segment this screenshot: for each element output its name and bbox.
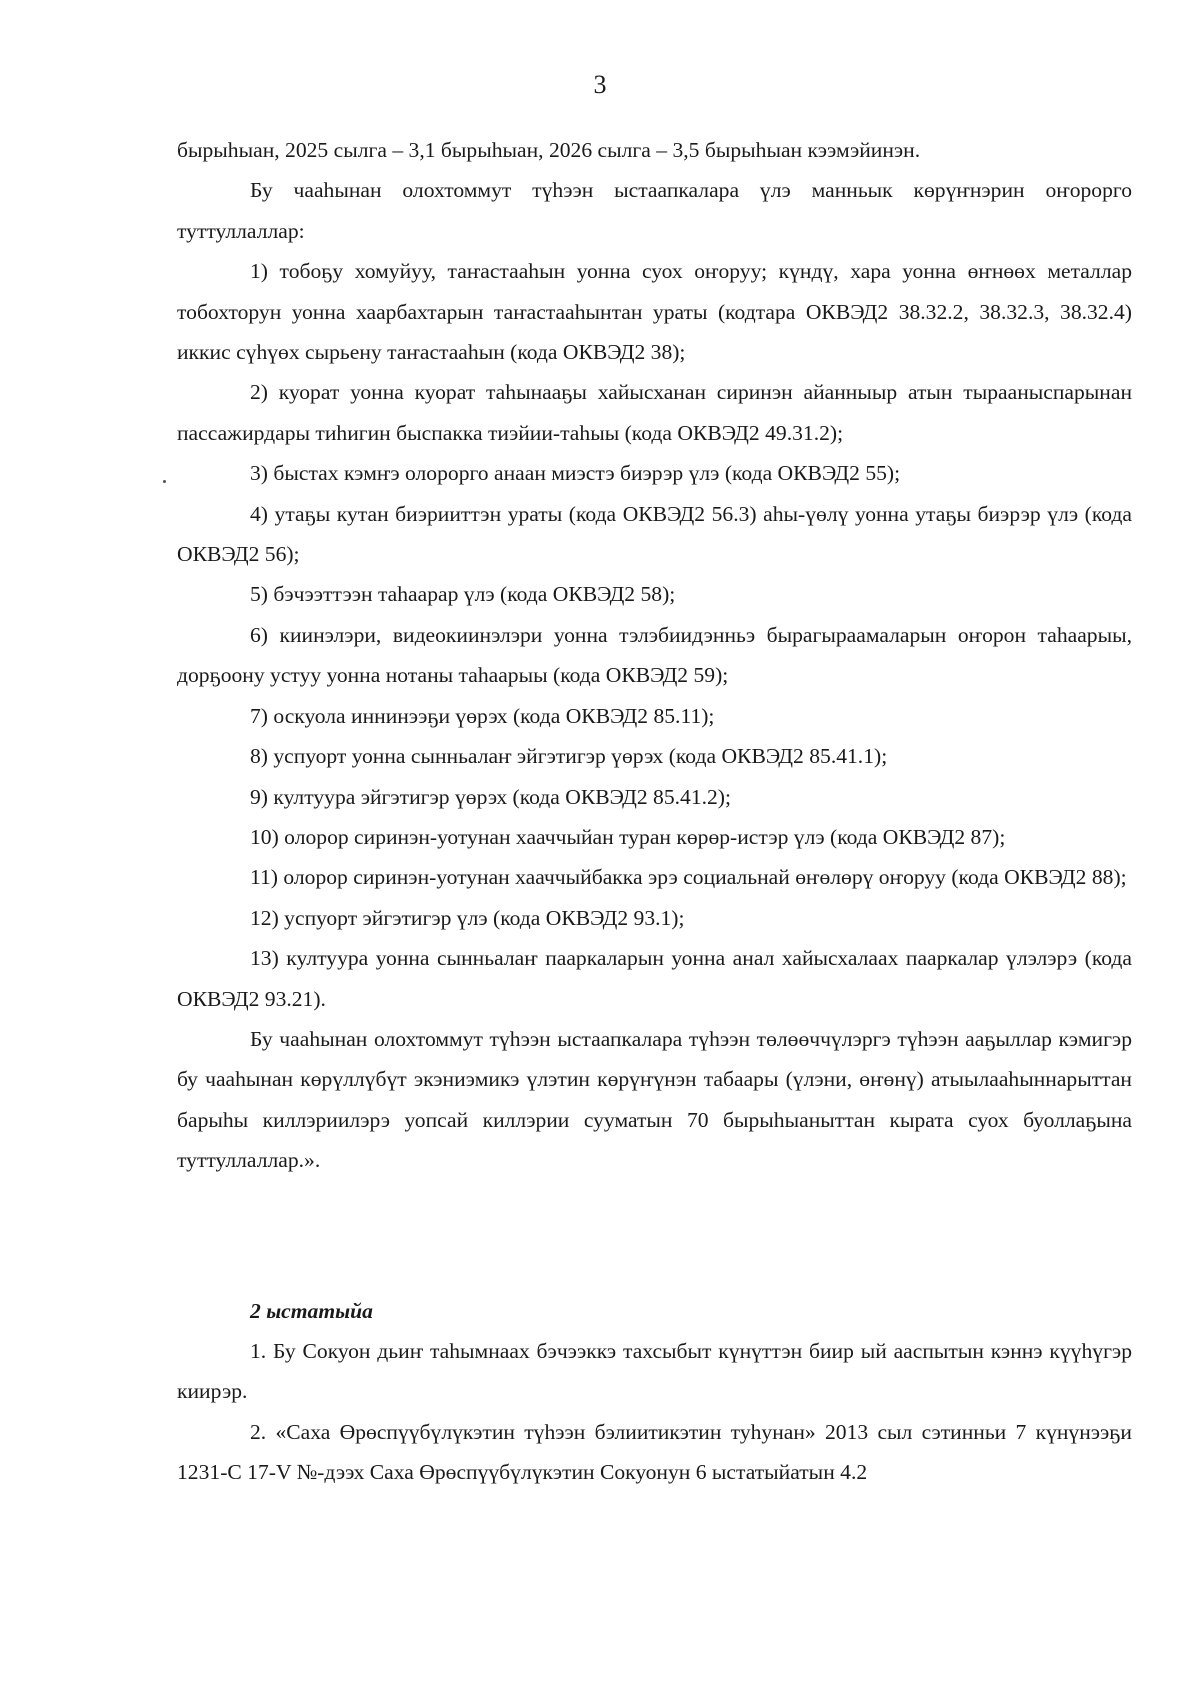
section-gap — [177, 1181, 1132, 1291]
list-item-4: 4) утаҕы кутан биэрииттэн ураты (кода ОКВЭД2 56.3) аһы-үөлү уонна утаҕы биэрэр үлэ (кода ОКВЭД2 56); — [177, 501, 1132, 567]
paragraph-continuation: бырыһыан, 2025 сылга – 3,1 бырыһыан, 2026 сылга – 3,5 бырыһыан кээмэйинэн. — [177, 138, 921, 162]
list-item-2: 2) куорат уонна куорат таһынааҕы хайысханан сиринэн айанныыр атын тырааныспарынан пассажирдары тиһигин быспакка тиэйии-таһыы (кода ОКВЭД2 49.31.2); — [177, 380, 1132, 445]
document-body — [177, 130, 1132, 1493]
list-item-10: 10) олорор сиринэн-уотунан хааччыйан туран көрөр-истэр үлэ (кода ОКВЭД2 87); — [250, 824, 1006, 849]
article-paragraph-1: 1. Бу Сокуон дьиҥ таһымнаах бэчээккэ тахсыбыт күнүттэн биир ый ааспытын кэннэ күүһүгэр киирэр. — [177, 1338, 1132, 1404]
list-item-5: 5) бэчээттээн таһаарар үлэ (кода ОКВЭД2 58); — [250, 582, 676, 607]
list-item-12: 12) успуорт эйгэтигэр үлэ (кода ОКВЭД2 93.1); — [250, 905, 685, 930]
list-item-11: 11) олорор сиринэн-уотунан хааччыйбакка эрэ социальнай өҥөлөрү оҥоруу (кода ОКВЭД2 88); — [250, 865, 1127, 890]
list-item-13: 13) култуура уонна сынньалаҥ пааркаларын уонна анал хайысхалаах пааркалар үлэлэрэ (кода ОКВЭД2 93.21). — [177, 946, 1132, 1011]
scan-speck — [163, 480, 166, 483]
paragraph-closing: Бу чааһынан олохтоммут түһээн ыстаапкалара түһээн төлөөччүлэргэ түһээн ааҕыллар кэмигэр бу чааһынан көрүллүбүт экэниэмикэ үлэтин көрүҥүнэн табаары (үлэни, өҥөнү) атыылааһыннарыттан барыһы киллэриилэрэ уопсай киллэрии сууматын 70 бырыһыаныттан кырата суох буоллаҕына туттуллаллар.». — [177, 1026, 1132, 1173]
article-heading: 2 ыстатыйа — [250, 1298, 373, 1323]
paragraph-intro: Бу чааһынан олохтоммут түһээн ыстаапкалара үлэ манньык көрүҥнэрин оҥорорго туттуллаллар: — [177, 178, 1132, 243]
page-number: 3 — [593, 70, 607, 99]
list-item-9: 9) култуура эйгэтигэр үөрэх (кода ОКВЭД2 85.41.2); — [250, 784, 731, 809]
list-item-7: 7) оскуола иннинээҕи үөрэх (кода ОКВЭД2 85.11); — [250, 703, 715, 728]
list-item-3: 3) быстах кэмҥэ олорорго анаан миэстэ биэрэр үлэ (кода ОКВЭД2 55); — [250, 461, 901, 486]
list-item-8: 8) успуорт уонна сынньалаҥ эйгэтигэр үөрэх (кода ОКВЭД2 85.41.1); — [250, 744, 888, 769]
list-item-1: 1) тобоҕу хомуйуу, таҥастааһын уонна суох оҥоруу; күндү, хара уонна өҥнөөх металлар тобохторун уонна хаарбахтарын таҥастааһынтан ураты (кодтара ОКВЭД2 38.32.2, 38.32.3, 38.32.4) иккис сүһүөх сырьену таҥастааһын (кода ОКВЭД2 38); — [177, 259, 1132, 365]
list-item-6: 6) киинэлэри, видеокиинэлэри уонна тэлэбиидэнньэ бырагыраамаларын оҥорон таһаарыы, дорҕоону устуу уонна нотаны таһаарыы (кода ОКВЭД2 59); — [177, 622, 1132, 688]
article-paragraph-2: 2. «Саха Өрөспүүбүлүкэтин түһээн бэлиитикэтин туһунан» 2013 сыл сэтинньи 7 күнүнээҕи 1231-С 17-V №-дээх Саха Өрөспүүбүлүкэтин Сокуонун 6 ыстатыйатын 4.2 — [177, 1419, 1132, 1485]
